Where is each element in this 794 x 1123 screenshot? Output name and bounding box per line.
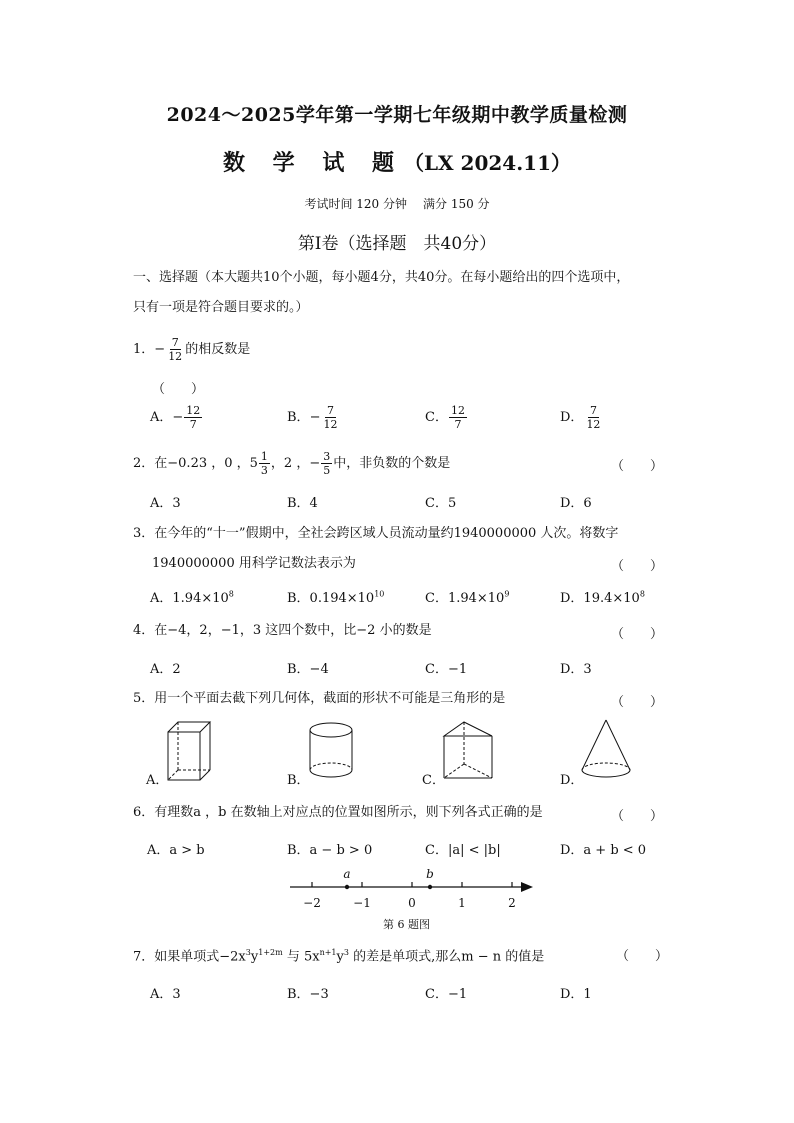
q3-option-c — [425, 587, 509, 606]
exam-title: 2024～2025学年第一学期七年级期中教学质量检测 — [166, 104, 628, 126]
q2-frac — [321, 450, 332, 477]
q1-a-top: 12 — [186, 404, 201, 417]
q1-a-frac — [184, 404, 202, 431]
number-line-tick-label: 1 — [458, 896, 466, 910]
q1-d-top: 7 — [589, 404, 597, 417]
point-b-label: b — [426, 867, 434, 881]
part1-title: 第Ⅰ卷（选择题 共40分） — [297, 234, 497, 254]
q7-exp4: 3 — [343, 948, 349, 957]
number-line-tick-label: 0 — [408, 896, 416, 910]
exam-info — [0, 195, 794, 212]
q5-option-c-triangular-prism — [440, 718, 496, 784]
q5-option-a-label: A． — [146, 773, 169, 788]
number-line-tick-label: −2 — [303, 896, 321, 910]
point-b-marker — [428, 885, 432, 889]
q7-exp2: 1+2m — [258, 948, 283, 957]
q5-option-d-label: D． — [560, 773, 584, 788]
q7-option-b: B．−3 — [287, 987, 329, 1002]
q2-option-d: D．6 — [560, 496, 592, 511]
q1-frac-top: 7 — [171, 336, 179, 349]
number-line-tick-label: 2 — [508, 896, 516, 910]
q1-option-d — [560, 404, 603, 431]
q2-frac-bottom: 5 — [323, 464, 331, 477]
q7-part5: 的差是单项式,那么m − n 的值是 — [348, 949, 545, 965]
question-4: 4．在−4，2，−1，3 这四个数中，比−2 小的数是 — [133, 623, 432, 638]
q1-c-top: 12 — [450, 404, 465, 417]
subject-name: 数 学 试 题 — [223, 150, 404, 176]
q1-b-top: 7 — [326, 404, 334, 417]
q1-b-bottom: 12 — [323, 418, 338, 431]
q4-answer-paren: （ ） — [611, 627, 664, 642]
question-1 — [133, 336, 250, 363]
question-2 — [133, 450, 450, 477]
q3-c-base: C．1.94×10 — [425, 591, 505, 606]
q2-option-c: C．5 — [425, 496, 457, 511]
q3-d-exponent: 8 — [639, 589, 645, 599]
q1-b-sign: − — [309, 410, 321, 425]
q2-answer-paren: （ ） — [611, 459, 664, 474]
q2-frac-top: 3 — [323, 450, 331, 463]
q2-suffix: 中，非负数的个数是 — [333, 456, 451, 471]
q5-option-b-cylinder — [306, 720, 356, 782]
q5-option-c-label: C． — [422, 773, 445, 788]
q6-option-c: C．|a| < |b| — [425, 843, 501, 858]
q1-option-c — [425, 404, 468, 431]
q7-part4: y — [336, 949, 344, 965]
q2-option-b: B．4 — [287, 496, 318, 511]
q5-option-d-cone — [578, 718, 634, 782]
subject-title — [0, 146, 794, 177]
q7-option-d: D．1 — [560, 987, 592, 1002]
question-3-line2: 1940000000 用科学记数法表示为 — [152, 556, 356, 571]
q6-figure-caption: 第 6 题图 — [383, 918, 430, 931]
q1-d-label: D． — [560, 410, 584, 425]
point-a-marker — [345, 885, 349, 889]
q1-frac-bottom: 12 — [168, 350, 183, 363]
q6-answer-paren: （ ） — [611, 809, 664, 824]
instruction-line2: 只有一项是符合题目要求的。） — [133, 300, 309, 315]
q1-number: 1． — [133, 342, 155, 357]
q7-part2: y — [250, 949, 259, 965]
q1-c-label: C． — [425, 410, 448, 425]
q3-c-exponent: 9 — [504, 589, 510, 599]
q5-answer-paren: （ ） — [611, 695, 664, 710]
q7-part1: 7．如果单项式−2x — [133, 949, 246, 965]
q6-option-d: D．a + b < 0 — [560, 843, 647, 858]
q2-mixed-top: 1 — [260, 450, 268, 463]
exam-score: 满分 150 分 — [423, 197, 490, 211]
q1-option-a — [150, 404, 203, 431]
number-line-arrow — [521, 882, 533, 892]
q5-option-a-prism — [166, 718, 216, 784]
q2-mixed-frac — [259, 450, 270, 477]
q1-text: 的相反数是 — [185, 342, 251, 357]
q1-c-bottom: 7 — [454, 418, 462, 431]
q1-d-bottom: 12 — [586, 418, 601, 431]
q4-option-a: A．2 — [150, 662, 181, 677]
exam-time: 考试时间 120 分钟 — [304, 197, 407, 211]
q4-option-c: C．−1 — [425, 662, 468, 677]
q7-answer-paren: （ ） — [616, 949, 669, 964]
exam-code: （LX 2024.11） — [403, 151, 571, 175]
q3-option-b — [287, 587, 384, 606]
q1-sign: − — [154, 342, 166, 357]
q7-exp3: n+1 — [319, 948, 337, 957]
q3-answer-paren: （ ） — [611, 559, 664, 574]
q6-option-b: B．a − b > 0 — [287, 843, 373, 858]
q4-option-b: B．−4 — [287, 662, 329, 677]
q2-mid: ，2 ，− — [270, 456, 321, 471]
q7-option-c: C．−1 — [425, 987, 468, 1002]
q7-exp1: 3 — [245, 948, 251, 957]
q5-option-b-label: B． — [287, 773, 310, 788]
q1-b-label: B． — [287, 410, 310, 425]
q3-option-a — [150, 587, 234, 606]
point-a-label: a — [343, 867, 351, 881]
question-7 — [133, 943, 544, 967]
q6-option-a: A．a > b — [147, 843, 205, 858]
q1-answer-paren: （ ） — [152, 382, 205, 397]
q1-a-sign: − — [172, 410, 184, 425]
q7-option-a: A．3 — [150, 987, 181, 1002]
q3-b-base: B．0.194×10 — [287, 591, 375, 606]
q2-mixed-bottom: 3 — [260, 464, 268, 477]
q7-part3: 与 5x — [282, 949, 320, 965]
question-3-line1: 3．在今年的“十一”假期中，全社会跨区域人员流动量约1940000000 人次。将数字 — [133, 526, 619, 541]
number-line-tick-label: −1 — [353, 896, 371, 910]
q4-option-d: D．3 — [560, 662, 592, 677]
q1-option-b — [287, 404, 340, 431]
instruction-line1: 一、选择题（本大题共10个小题，每小题4分，共40分。在每小题给出的四个选项中， — [133, 270, 630, 285]
q1-a-label: A． — [150, 410, 173, 425]
q6-number-line — [285, 865, 540, 913]
q1-a-bottom: 7 — [189, 418, 197, 431]
q3-a-exponent: 8 — [228, 589, 234, 599]
q2-option-a: A．3 — [150, 496, 181, 511]
q3-a-base: A．1.94×10 — [150, 591, 229, 606]
q1-fraction — [166, 336, 184, 363]
q3-option-d — [560, 587, 645, 606]
question-6: 6．有理数a ，b 在数轴上对应点的位置如图所示，则下列各式正确的是 — [133, 805, 543, 820]
q1-c-frac — [449, 404, 467, 431]
q2-prefix: 2．在−0.23 ，0 ，5 — [133, 456, 258, 471]
q3-d-base: D．19.4×10 — [560, 591, 640, 606]
q1-b-frac — [321, 404, 339, 431]
q1-d-frac — [584, 404, 602, 431]
q3-b-exponent: 10 — [374, 589, 385, 599]
question-5: 5．用一个平面去截下列几何体，截面的形状不可能是三角形的是 — [133, 691, 506, 706]
